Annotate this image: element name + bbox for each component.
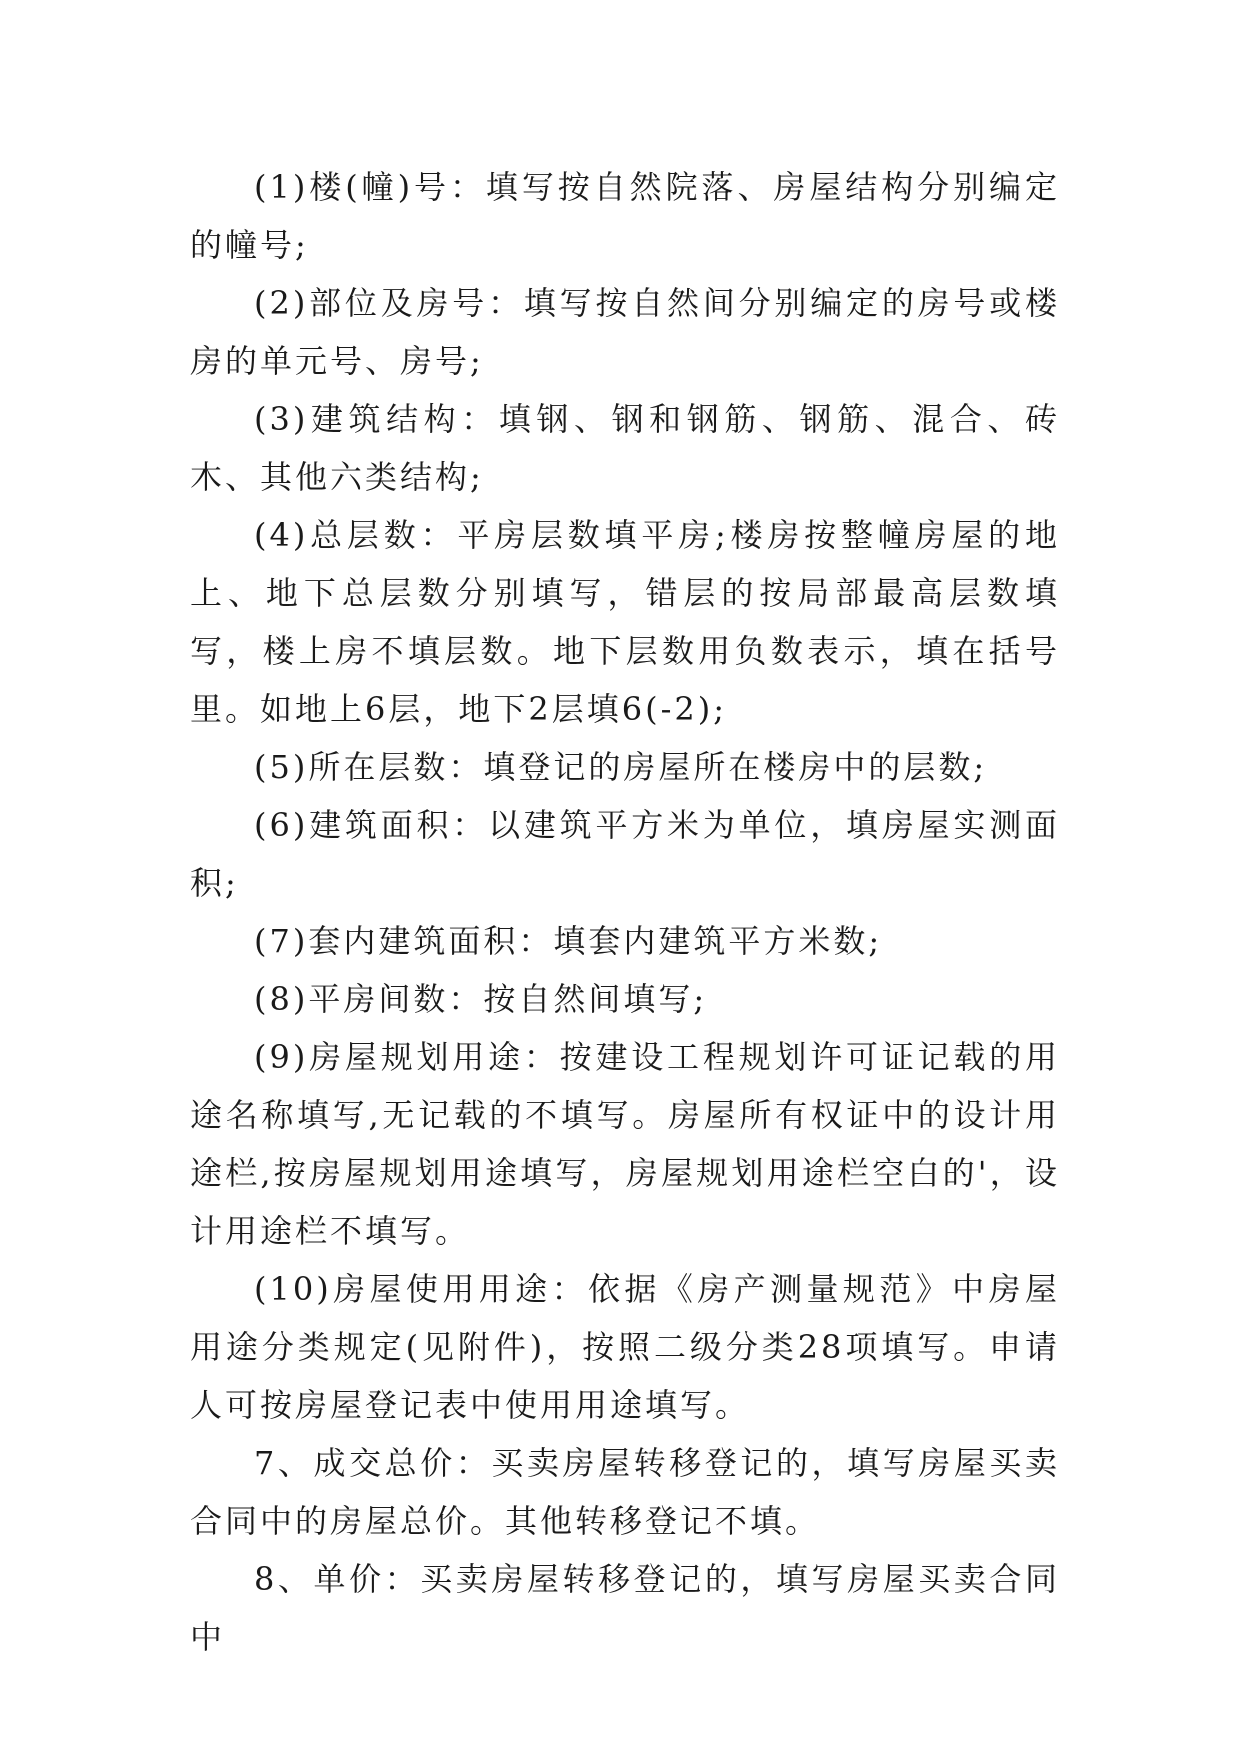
paragraph-located-floor: (5)所在层数：填登记的房屋所在楼房中的层数; <box>254 748 988 786</box>
paragraph-total-floors: (4)总层数：平房层数填平房;楼房按整幢房屋的地上、地下总层数分别填写，错层的按局部最高层数填写，楼上房不填层数。地下层数用负数表示，填在括号里。如地上6层，地下2层填6(-2); <box>190 516 1060 728</box>
paragraph-building-area: (6)建筑面积：以建筑平方米为单位，填房屋实测面积; <box>190 806 1060 902</box>
document-body <box>190 158 1060 1666</box>
paragraph-actual-use: (10)房屋使用用途：依据《房产测量规范》中房屋用途分类规定(见附件)，按照二级分类28项填写。申请人可按房屋登记表中使用用途填写。 <box>190 1270 1060 1424</box>
paragraph-total-price: 7、成交总价：买卖房屋转移登记的，填写房屋买卖合同中的房屋总价。其他转移登记不填。 <box>190 1444 1060 1540</box>
paragraph-unit-price: 8、单价：买卖房屋转移登记的，填写房屋买卖合同中 <box>190 1560 1060 1656</box>
paragraph-planned-use: (9)房屋规划用途：按建设工程规划许可证记载的用途名称填写,无记载的不填写。房屋所有权证中的设计用途栏,按房屋规划用途填写，房屋规划用途栏空白的'，设计用途栏不填写。 <box>190 1038 1060 1250</box>
paragraph-building-number: (1)楼(幢)号：填写按自然院落、房屋结构分别编定的幢号; <box>190 168 1060 264</box>
paragraph-room-count: (8)平房间数：按自然间填写; <box>254 980 708 1018</box>
paragraph-room-number: (2)部位及房号：填写按自然间分别编定的房号或楼房的单元号、房号; <box>190 284 1060 380</box>
paragraph-inner-area: (7)套内建筑面积：填套内建筑平方米数; <box>254 922 883 960</box>
paragraph-building-structure: (3)建筑结构：填钢、钢和钢筋、钢筋、混合、砖木、其他六类结构; <box>190 400 1060 496</box>
